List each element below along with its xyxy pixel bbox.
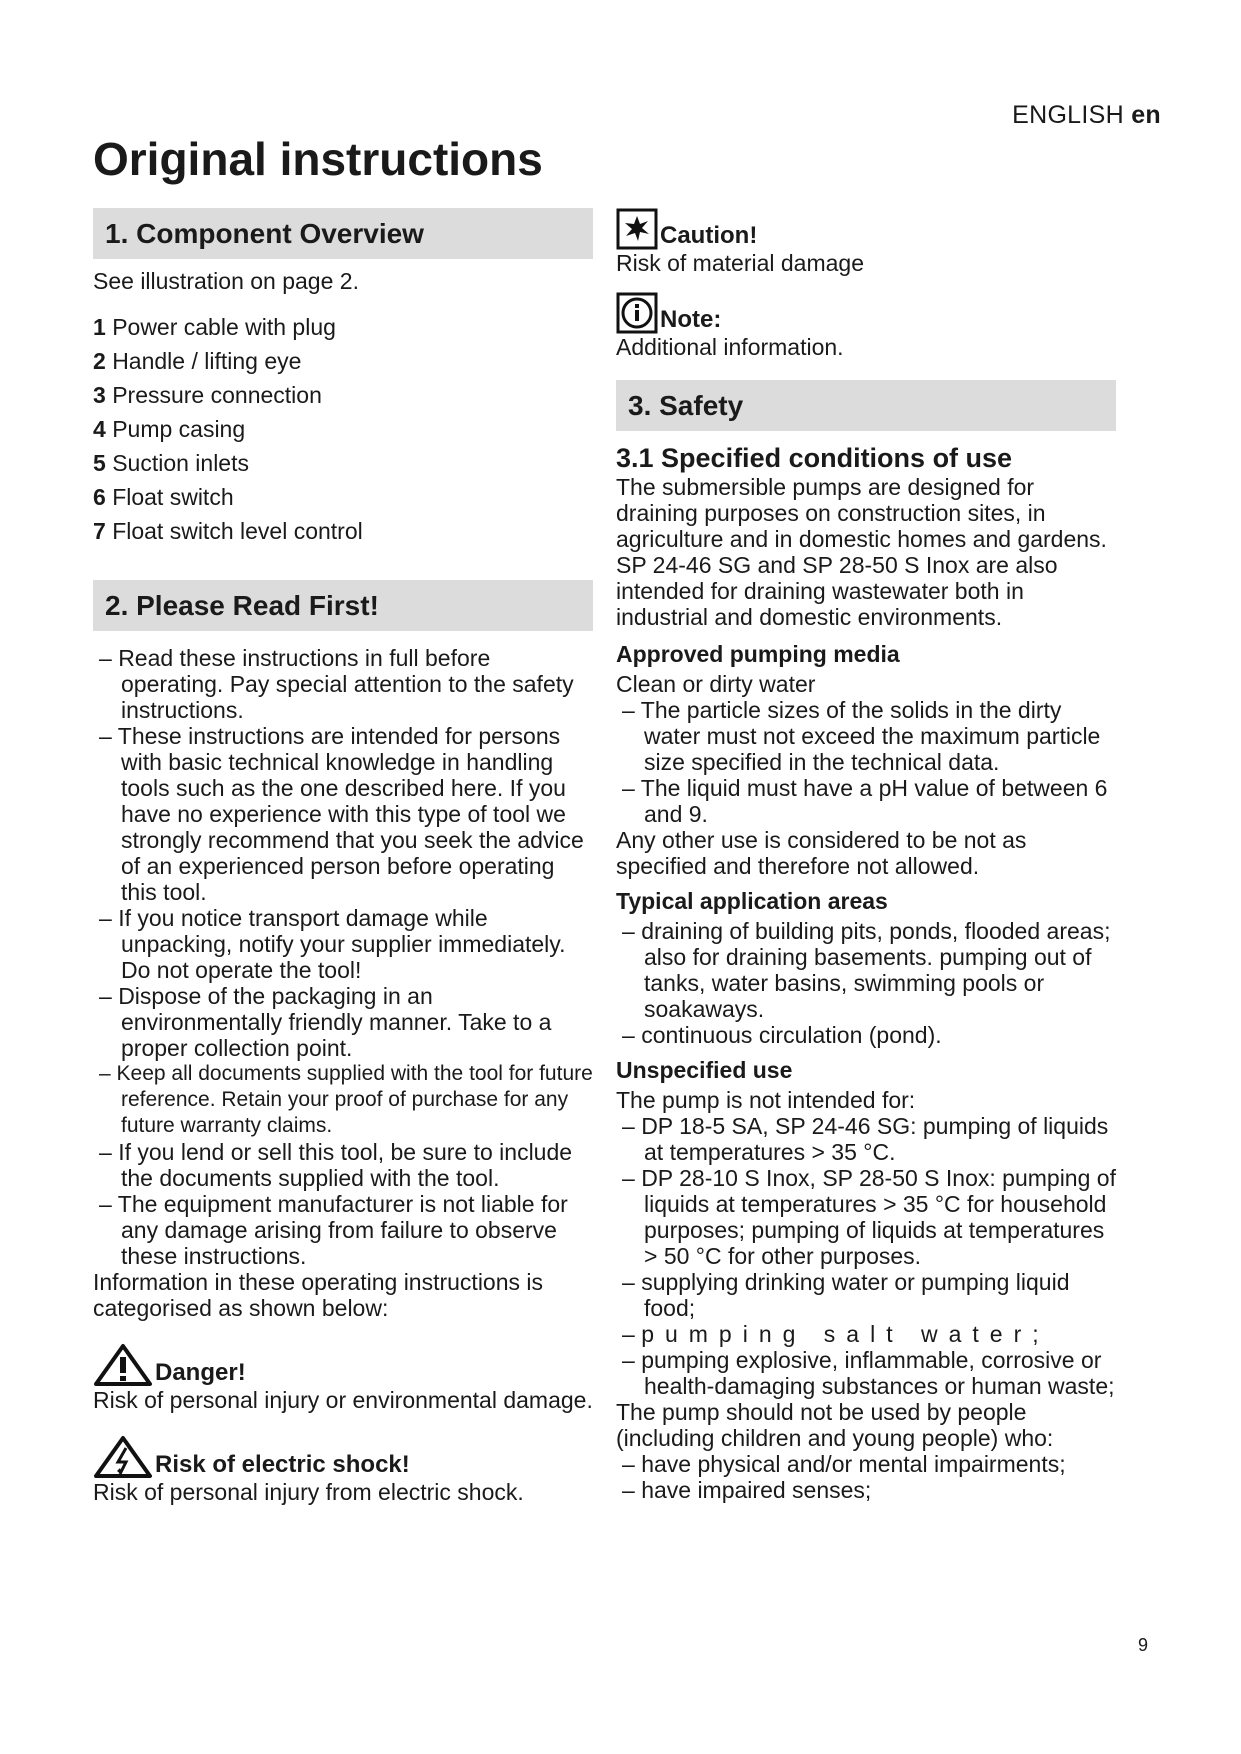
- caution-description: Risk of material damage: [616, 250, 864, 276]
- section-heading-component-overview: 1. Component Overview: [93, 208, 593, 259]
- safety-paragraph-2: SP 24-46 SG and SP 28-50 S Inox are also intended for draining wastewater both in industrial and domestic environments.: [616, 552, 1058, 630]
- list-item: – DP 18-5 SA, SP 24-46 SG: pumping of liquids at temperatures > 35 °C.: [622, 1113, 1109, 1165]
- list-item: – Dispose of the packaging in an environmentally friendly manner. Take to a proper collection point.: [99, 983, 552, 1061]
- left-column: [93, 208, 593, 1505]
- list-item: – These instructions are intended for persons with basic technical knowledge in handling tools such as the one described here. If you have no experience with this type of tool we strongly recommend that you seek the advice of an experienced person before operating this tool.: [99, 723, 584, 905]
- list-item: – continuous circulation (pond).: [622, 1022, 942, 1048]
- language-code: en: [1131, 101, 1161, 129]
- list-item: – have physical and/or mental impairments;: [622, 1451, 1066, 1477]
- unspecified-use-intro: The pump is not intended for:: [616, 1087, 916, 1113]
- list-item: 7 Float switch level control: [93, 518, 363, 544]
- list-item: 6 Float switch: [93, 484, 234, 510]
- page-title: Original instructions: [93, 133, 543, 185]
- caution-label: Caution!: [660, 222, 758, 249]
- shock-description: Risk of personal injury from electric shock.: [93, 1479, 524, 1505]
- section-heading-safety: 3. Safety: [616, 380, 1116, 431]
- danger-symbol-row: [93, 1343, 593, 1387]
- page-number: 9: [1137, 1635, 1148, 1655]
- approved-media-outro: Any other use is considered to be not as specified and therefore not allowed.: [616, 827, 1027, 879]
- note-description: Additional information.: [616, 334, 844, 360]
- note-symbol-row: [616, 292, 1121, 334]
- component-intro: See illustration on page 2.: [93, 268, 359, 294]
- list-item: – Read these instructions in full before operating. Pay special attention to the safety instructions.: [99, 645, 574, 723]
- list-item: – have impaired senses;: [622, 1477, 872, 1503]
- electric-shock-icon: [93, 1435, 153, 1479]
- caution-icon: [616, 208, 658, 250]
- info-icon: [616, 292, 658, 334]
- read-first-list: [93, 645, 593, 1269]
- danger-description: Risk of personal injury or environmental damage.: [93, 1387, 593, 1413]
- sub-heading-specified-use: 3.1 Specified conditions of use: [616, 443, 1013, 473]
- approved-media-heading: Approved pumping media: [616, 641, 900, 667]
- caution-symbol-row: [616, 208, 1121, 250]
- safety-paragraph-1: The submersible pumps are designed for draining purposes on construction sites, in agriculture and in domestic homes and gardens.: [616, 474, 1107, 552]
- list-item: 3 Pressure connection: [93, 382, 322, 408]
- list-item: – Keep all documents supplied with the tool for future reference. Retain your proof of purchase for any future warranty claims.: [99, 1062, 593, 1137]
- note-label: Note:: [660, 306, 722, 333]
- danger-label: Danger!: [155, 1359, 246, 1386]
- shock-symbol-row: [93, 1435, 593, 1479]
- list-item: – pumping explosive, inflammable, corrosive or health-damaging substances or human waste;: [622, 1347, 1115, 1399]
- list-item: 1 Power cable with plug: [93, 314, 336, 340]
- list-item: – If you notice transport damage while unpacking, notify your supplier immediately. Do not operate the tool!: [99, 905, 566, 983]
- typical-areas-heading: Typical application areas: [616, 888, 888, 914]
- list-item: – If you lend or sell this tool, be sure to include the documents supplied with the tool.: [99, 1139, 573, 1191]
- list-item: – The equipment manufacturer is not liable for any damage arising from failure to observe these instructions.: [99, 1191, 568, 1269]
- approved-media-intro: Clean or dirty water: [616, 671, 816, 697]
- component-list: [93, 314, 593, 544]
- danger-warning-icon: [93, 1343, 153, 1387]
- list-item: 4 Pump casing: [93, 416, 246, 442]
- unspecified-people-intro: The pump should not be used by people (including children and young people) who:: [616, 1399, 1054, 1451]
- list-item: 2 Handle / lifting eye: [93, 348, 302, 374]
- list-item: 5 Suction inlets: [93, 450, 249, 476]
- shock-label: Risk of electric shock!: [155, 1451, 410, 1478]
- section-heading-please-read-first: 2. Please Read First!: [93, 580, 593, 631]
- list-item: – The liquid must have a pH value of between 6 and 9.: [622, 775, 1108, 827]
- list-item: – supplying drinking water or pumping liquid food;: [622, 1269, 1070, 1321]
- unspecified-use-heading: Unspecified use: [616, 1057, 793, 1083]
- list-item: – pumping salt water;: [622, 1321, 1050, 1347]
- list-item: – draining of building pits, ponds, flooded areas; also for draining basements. pumping out of tanks, water basins, swimming pools or soakaways.: [622, 918, 1111, 1022]
- list-item: – The particle sizes of the solids in the dirty water must not exceed the maximum particle size specified in the technical data.: [622, 697, 1101, 775]
- language-name: ENGLISH: [1012, 101, 1124, 129]
- language-indicator: [1012, 101, 1161, 130]
- info-categorisation-text: Information in these operating instructions is categorised as shown below:: [93, 1269, 544, 1321]
- list-item: – DP 28-10 S Inox, SP 28-50 S Inox: pumping of liquids at temperatures > 35 °C for household purposes; pumping of liquids at temperatures > 50 °C for other purposes.: [622, 1165, 1116, 1269]
- right-column: [616, 208, 1121, 1503]
